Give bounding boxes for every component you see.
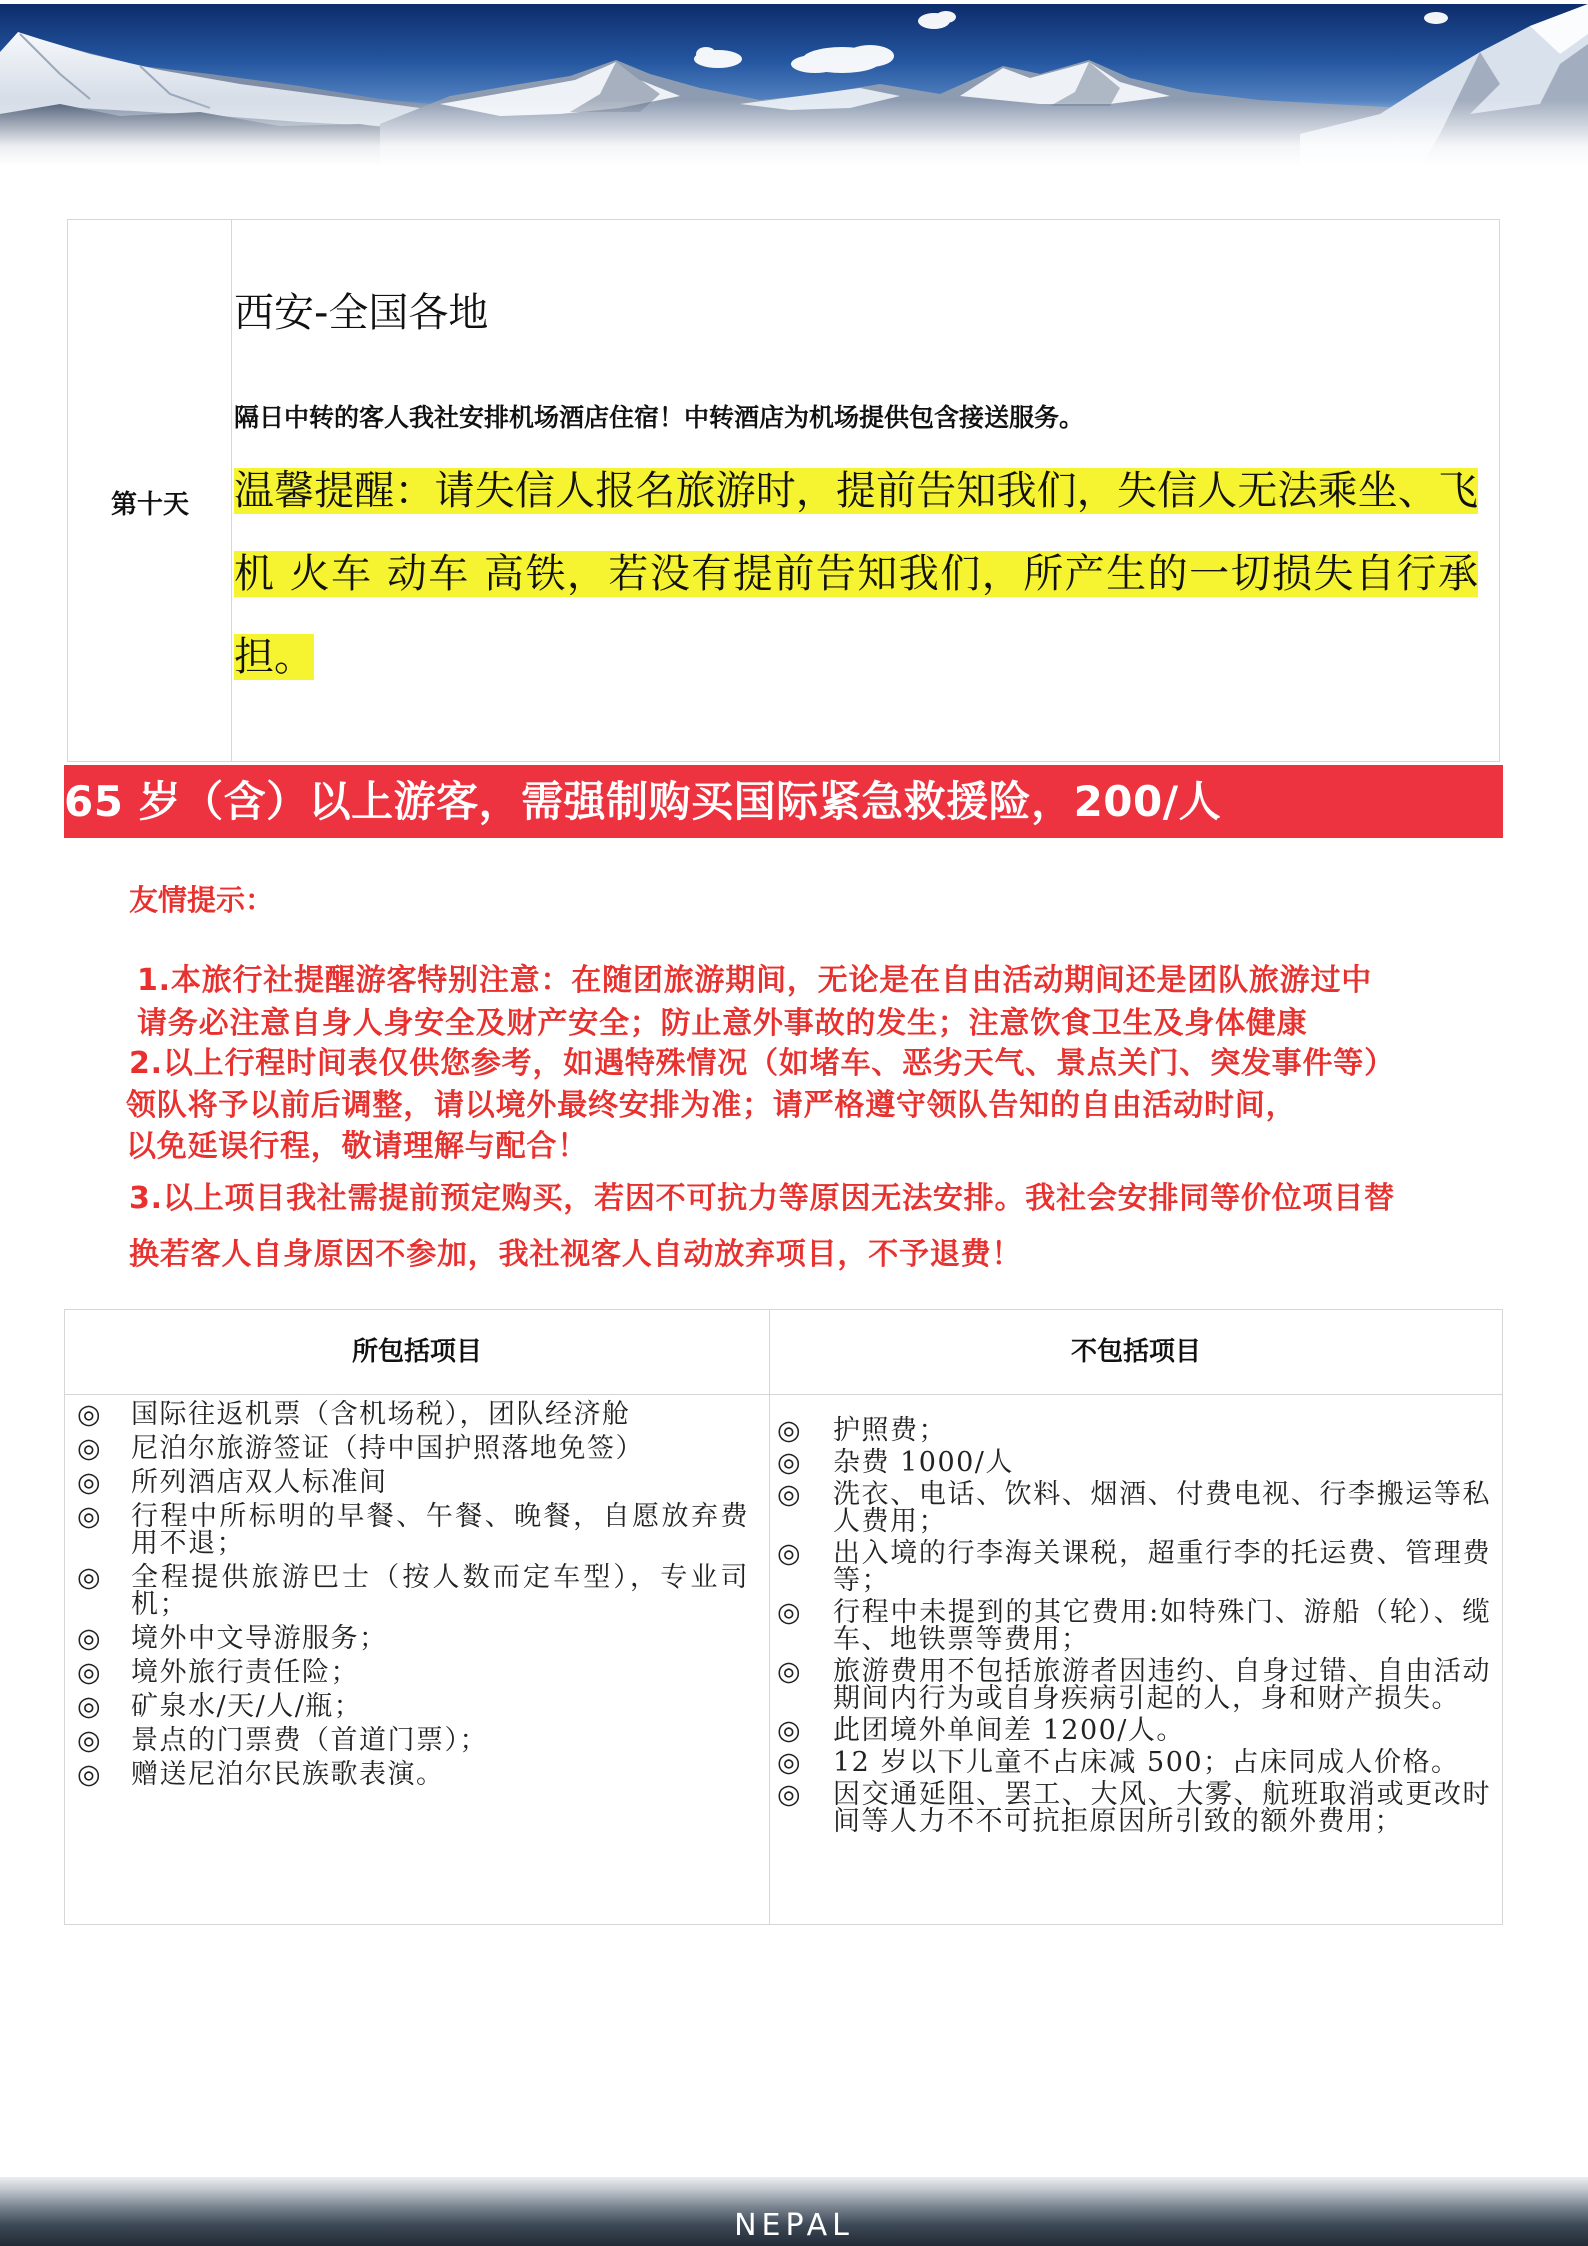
column-divider [769, 1310, 770, 1924]
bullet-icon: ◎ [77, 1691, 101, 1722]
included-item [77, 1469, 749, 1496]
included-item [77, 1727, 749, 1754]
excluded-item-text: 此团境外单间差 1200/人。 [833, 1715, 1185, 1746]
included-item-text: 所列酒店双人标准间 [131, 1467, 388, 1498]
excluded-item [777, 1658, 1491, 1712]
bullet-icon: ◎ [77, 1759, 101, 1790]
bullet-icon: ◎ [777, 1715, 801, 1746]
day-label: 第十天 [110, 490, 189, 520]
day-route-title: 西安-全国各地 [234, 290, 489, 336]
tip-line: 以免延误行程，敬请理解与配合！ [126, 1129, 588, 1164]
included-item [77, 1503, 749, 1557]
included-item [77, 1435, 749, 1462]
included-item [77, 1761, 749, 1788]
bullet-icon: ◎ [77, 1725, 101, 1756]
bullet-icon: ◎ [777, 1538, 801, 1569]
included-items-list [77, 1401, 749, 1788]
included-item-text: 境外中文导游服务； [131, 1623, 388, 1654]
excluded-item [777, 1749, 1491, 1776]
insurance-banner-text: 65 岁（含）以上游客，需强制购买国际紧急救援险，200/人 [64, 777, 1222, 826]
excluded-item-text: 行程中未提到的其它费用:如特殊门、游船（轮）、缆车、地铁票等费用； [833, 1597, 1491, 1655]
excluded-item [777, 1599, 1491, 1653]
footer-bar [0, 2177, 1588, 2246]
excluded-item-text: 出入境的行李海关课税，超重行李的托运费、管理费等； [833, 1538, 1491, 1596]
excluded-item [777, 1540, 1491, 1594]
included-item [77, 1625, 749, 1652]
bullet-icon: ◎ [77, 1501, 101, 1532]
excluded-item-text: 杂费 1000/人 [833, 1447, 1014, 1478]
bullet-icon: ◎ [777, 1479, 801, 1510]
bullet-icon: ◎ [777, 1747, 801, 1778]
bullet-icon: ◎ [777, 1447, 801, 1478]
tip-line: 领队将予以前后调整，请以境外最终安排为准；请严格遵守领队告知的自由活动时间， [126, 1088, 1297, 1123]
excluded-item-text: 12 岁以下儿童不占床减 500；占床同成人价格。 [833, 1747, 1460, 1778]
excluded-item [777, 1781, 1491, 1835]
tips-heading: 友情提示： [129, 883, 275, 917]
excluded-item [777, 1449, 1491, 1476]
tip-line: 3.以上项目我社需提前预定购买，若因不可抗力等原因无法安排。我社会安排同等价位项目替 [129, 1181, 1395, 1216]
included-item [77, 1564, 749, 1618]
highlighted-reminder-text: 温馨提醒：请失信人报名旅游时，提前告知我们，失信人无法乘坐、飞机 火车 动车 高铁，若没有提前告知我们，所产生的一切损失自行承担。 [234, 468, 1478, 680]
excluded-item [777, 1717, 1491, 1744]
transfer-note: 隔日中转的客人我社安排机场酒店住宿！中转酒店为机场提供包含接送服务。 [234, 403, 1085, 432]
bullet-icon: ◎ [77, 1562, 101, 1593]
inclusions-table [64, 1309, 1503, 1925]
excluded-column-header: 不包括项目 [1070, 1337, 1201, 1367]
excluded-item [777, 1481, 1491, 1535]
mountain-banner-image [0, 4, 1588, 166]
bullet-icon: ◎ [77, 1399, 101, 1430]
excluded-item-text: 因交通延阻、罢工、大风、大雾、航班取消或更改时间等人力不不可抗拒原因所引致的额外费用； [833, 1779, 1491, 1837]
excluded-item [777, 1417, 1491, 1444]
included-item-text: 境外旅行责任险； [131, 1657, 359, 1688]
included-item-text: 赠送尼泊尔民族歌表演。 [131, 1759, 445, 1790]
bullet-icon: ◎ [777, 1415, 801, 1446]
reminder-paragraph [234, 450, 1478, 699]
included-item-text: 全程提供旅游巴士（按人数而定车型），专业司机； [131, 1562, 749, 1620]
bullet-icon: ◎ [77, 1467, 101, 1498]
excluded-items-list [777, 1417, 1491, 1835]
day-label-cell [68, 220, 232, 761]
footer-label: NEPAL [734, 2208, 854, 2243]
included-item-text: 景点的门票费（首道门票）； [131, 1725, 488, 1756]
included-item-text: 矿泉水/天/人/瓶； [131, 1691, 363, 1722]
bullet-icon: ◎ [777, 1656, 801, 1687]
bullet-icon: ◎ [77, 1657, 101, 1688]
bullet-icon: ◎ [777, 1597, 801, 1628]
included-item [77, 1401, 749, 1428]
bullet-icon: ◎ [77, 1433, 101, 1464]
bullet-icon: ◎ [777, 1779, 801, 1810]
tip-line: 换若客人自身原因不参加，我社视客人自动放弃项目，不予退费！ [129, 1237, 1023, 1272]
excluded-item-text: 洗衣、电话、饮料、烟酒、付费电视、行李搬运等私人费用； [833, 1479, 1491, 1537]
excluded-item-text: 护照费； [833, 1415, 947, 1446]
included-item-text: 尼泊尔旅游签证（持中国护照落地免签） [131, 1433, 644, 1464]
included-item [77, 1659, 749, 1686]
tip-line: 2.以上行程时间表仅供您参考，如遇特殊情况（如堵车、恶劣天气、景点关门、突发事件等） [129, 1046, 1395, 1081]
bullet-icon: ◎ [77, 1623, 101, 1654]
included-item-text: 国际往返机票（含机场税），团队经济舱 [131, 1399, 631, 1430]
included-item-text: 行程中所标明的早餐、午餐、晚餐，自愿放弃费用不退； [131, 1501, 749, 1559]
tip-line: 请务必注意自身人身安全及财产安全；防止意外事故的发生；注意饮食卫生及身体健康 [137, 1006, 1308, 1041]
included-item [77, 1693, 749, 1720]
insurance-banner [64, 765, 1503, 838]
included-column-header: 所包括项目 [351, 1337, 482, 1367]
tip-line: 1.本旅行社提醒游客特别注意：在随团旅游期间，无论是在自由活动期间还是团队旅游过中 [137, 963, 1373, 998]
day-itinerary-table [67, 219, 1500, 762]
excluded-item-text: 旅游费用不包括旅游者因违约、自身过错、自由活动期间内行为或自身疾病引起的人，身和财产损失。 [833, 1656, 1491, 1714]
